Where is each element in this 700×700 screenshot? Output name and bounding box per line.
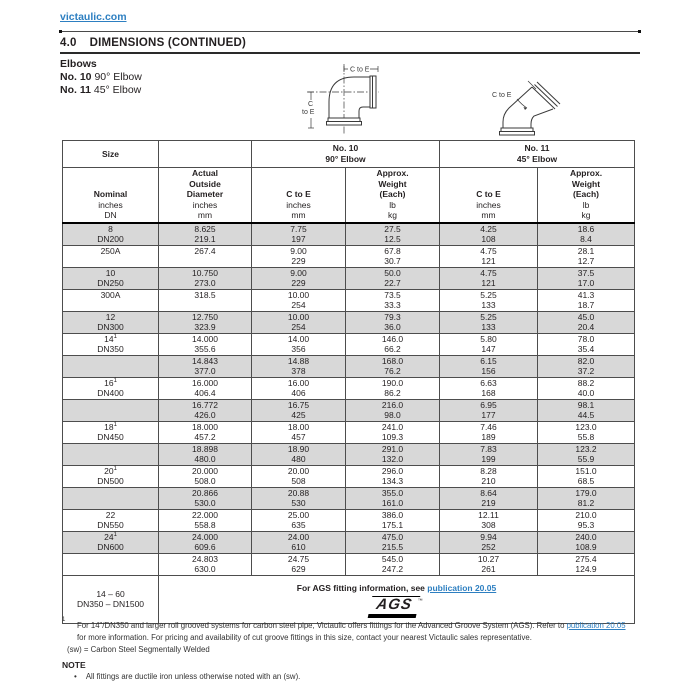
column-header-0: Nominal inches DN [63,168,159,223]
cell [63,487,159,509]
table-row [63,377,635,399]
cell: 210.0 95.3 [538,509,635,531]
cell: 16.00 406 [252,377,346,399]
section-heading [60,37,246,49]
dimensions-table [62,140,635,624]
cell: 16.75 425 [252,399,346,421]
cell: 296.0 134.3 [346,465,440,487]
cell: 88.2 40.0 [538,377,635,399]
size-header: Size [63,141,159,168]
product-no11 [60,84,141,96]
table-row [63,267,635,289]
cell: 14.00 356 [252,333,346,355]
cell [63,399,159,421]
footnote-text-after: for more information. For pricing and availability of cut groove fittings in this size, contact your nearest Victaulic sales representative. [77,633,532,642]
heading-rule [60,52,640,54]
cell: 7.75 197 [252,223,346,246]
cell: 14.843 377.0 [159,355,252,377]
cell: 9.94 252 [440,531,538,553]
ags-section [63,575,635,623]
cell: 267.4 [159,245,252,267]
sw-note: (sw) = Carbon Steel Segmentally Welded [67,645,210,654]
cell: 10.00 254 [252,289,346,311]
cell: 241.0 109.3 [346,421,440,443]
cell: 10.00 254 [252,311,346,333]
table-row [63,289,635,311]
cell: 123.0 55.8 [538,421,635,443]
cell: 12.11 308 [440,509,538,531]
no10-header [252,141,440,168]
cell: 4.75 121 [440,245,538,267]
cell: 10.750 273.0 [159,267,252,289]
site-link[interactable]: victaulic.com [60,11,127,23]
cell: 24.803 630.0 [159,553,252,575]
table-row [63,553,635,575]
ags-publication-link[interactable]: publication 20.05 [427,582,497,593]
product-no10-name: 90° Elbow [94,71,142,83]
cell: 318.5 [159,289,252,311]
cell: 98.1 44.5 [538,399,635,421]
cell: 386.0 175.1 [346,509,440,531]
column-header-5: Approx. Weight (Each) lb kg [538,168,635,223]
cell: $14^1$ DN350 [63,333,159,355]
cell: 16.772 426.0 [159,399,252,421]
elbow-90-diagram [300,62,390,138]
elbow90-cte-top-label: C to E [350,66,370,74]
cell: 18.000 457.2 [159,421,252,443]
cell: 16.000 406.4 [159,377,252,399]
cell: 18.90 480 [252,443,346,465]
cell: 190.0 86.2 [346,377,440,399]
cell: 179.0 81.2 [538,487,635,509]
ags-trademark: ™ [417,597,423,604]
cell: 24.000 609.6 [159,531,252,553]
cell [63,355,159,377]
cell: 5.25 133 [440,289,538,311]
cell [63,443,159,465]
cell: 7.46 189 [440,421,538,443]
table-row [63,355,635,377]
ags-size-cell [63,575,159,623]
product-no11-name: 45° Elbow [93,84,142,96]
cell: 291.0 132.0 [346,443,440,465]
cell: 18.898 480.0 [159,443,252,465]
cell: 151.0 68.5 [538,465,635,487]
cell: 12.750 323.9 [159,311,252,333]
cell: 545.0 247.2 [346,553,440,575]
table-row [63,487,635,509]
empty-header [159,141,252,168]
cell: 5.25 133 [440,311,538,333]
cell: 9.00 229 [252,267,346,289]
page-subtitle: Elbows [60,58,97,70]
cell: 20.00 508 [252,465,346,487]
no10-header-model: No. 10 [332,143,359,153]
cell: 45.0 20.4 [538,311,635,333]
cell: 6.63 168 [440,377,538,399]
product-no10-model: No. 10 [60,71,92,83]
no11-header-name: 45° Elbow [516,154,558,164]
cell: 475.0 215.5 [346,531,440,553]
section-title: DIMENSIONS (CONTINUED) [89,37,247,49]
cell: 12 DN300 [63,311,159,333]
cell: 14.000 355.6 [159,333,252,355]
cell: 6.15 156 [440,355,538,377]
bullet-icon: • [74,672,77,681]
cell: 8.64 219 [440,487,538,509]
column-header-4: C to E inches mm [440,168,538,223]
group-header-row [63,141,635,168]
cell: $16^1$ DN400 [63,377,159,399]
table-row [63,311,635,333]
footnote-1: 1 For 14"/DN350 and larger roll grooved systems for carbon steel pipe, Victaulic offers fittings for the Advanced Groove System (AGS). Refer to publication 20.05 for more information. For pricing and availability of cut groove fittings in this size, contact your nearest Victaulic sales representative. [62,617,626,642]
cell: 27.5 12.5 [346,223,440,246]
table-row [63,223,635,246]
cell: 4.75 121 [440,267,538,289]
cell: 300A [63,289,159,311]
cell: 14.88 378 [252,355,346,377]
cell: 7.83 199 [440,443,538,465]
cell: 67.8 30.7 [346,245,440,267]
cell: 146.0 66.2 [346,333,440,355]
top-rule [61,31,639,32]
ags-size-range-dn: DN350 – DN1500 [76,599,145,610]
footnote-publication-link[interactable]: publication 20.05 [566,621,626,630]
cell: 28.1 12.7 [538,245,635,267]
cell: 20.000 508.0 [159,465,252,487]
table-row [63,509,635,531]
table-row [63,443,635,465]
table-row [63,399,635,421]
cell: 10 DN250 [63,267,159,289]
cell: 8 DN200 [63,223,159,246]
cell: 41.3 18.7 [538,289,635,311]
cell: 78.0 35.4 [538,333,635,355]
elbow45-cte-label: C to E [492,92,512,99]
cell: 20.866 530.0 [159,487,252,509]
cell: 250A [63,245,159,267]
section-number: 4.0 [60,37,77,49]
cell: 24.75 629 [252,553,346,575]
column-header-row [63,168,635,223]
product-no10 [60,71,142,83]
cell: $20^1$ DN500 [63,465,159,487]
product-no11-model: No. 11 [60,84,91,96]
cell: 37.5 17.0 [538,267,635,289]
cell: 240.0 108.9 [538,531,635,553]
cell: 24.00 610 [252,531,346,553]
cell: 275.4 124.9 [538,553,635,575]
cell: 355.0 161.0 [346,487,440,509]
table-row [63,421,635,443]
note-bullet-text: All fittings are ductile iron unless otherwise noted with an (sw). [85,672,301,681]
ags-info-text: For AGS fitting information, see [296,582,428,593]
no11-header-model: No. 11 [524,143,550,153]
cell: 82.0 37.2 [538,355,635,377]
cell: 9.00 229 [252,245,346,267]
ags-logo-text: AGS [368,596,420,618]
cell: 123.2 55.9 [538,443,635,465]
column-header-3: Approx. Weight (Each) lb kg [346,168,440,223]
table-row [63,333,635,355]
cell: 5.80 147 [440,333,538,355]
cell: $18^1$ DN450 [63,421,159,443]
ags-row [63,575,635,623]
cell: 20.88 530 [252,487,346,509]
cell: 25.00 635 [252,509,346,531]
cell [63,553,159,575]
elbow90-cte-left-label-toe: to E [302,109,315,116]
ags-size-range: 14 – 60 [96,588,125,599]
footnote-text-before: For 14"/DN350 and larger roll grooved systems for carbon steel pipe, Victaulic offers fittings for the Advanced Groove System (AGS). Refer to [77,621,567,630]
cell: 79.3 36.0 [346,311,440,333]
dimensions-table-wrap [62,140,635,624]
cell: 73.5 33.3 [346,289,440,311]
cell: $24^1$ DN600 [63,531,159,553]
note-heading: NOTE [62,660,86,670]
note-bullet-item [74,672,300,681]
table-body [63,223,635,576]
elbow-45-diagram [470,78,564,138]
column-header-1: Actual Outside Diameter inches mm [159,168,252,223]
table-row [63,531,635,553]
cell: 8.28 210 [440,465,538,487]
no10-header-name: 90° Elbow [325,154,366,164]
cell: 50.0 22.7 [346,267,440,289]
no11-header [440,141,635,168]
cell: 22.000 558.8 [159,509,252,531]
cell: 216.0 98.0 [346,399,440,421]
cell: 168.0 76.2 [346,355,440,377]
cell: 4.25 108 [440,223,538,246]
table-row [63,465,635,487]
cell: 18.6 8.4 [538,223,635,246]
elbow90-cte-left-label-c: C [308,101,314,108]
cell: 18.00 457 [252,421,346,443]
column-header-2: C to E inches mm [252,168,346,223]
cell: 22 DN550 [63,509,159,531]
table-row [63,245,635,267]
ags-logo [159,596,634,618]
cell: 8.625 219.1 [159,223,252,246]
cell: 6.95 177 [440,399,538,421]
ags-info-cell [159,575,635,623]
cell: 10.27 261 [440,553,538,575]
